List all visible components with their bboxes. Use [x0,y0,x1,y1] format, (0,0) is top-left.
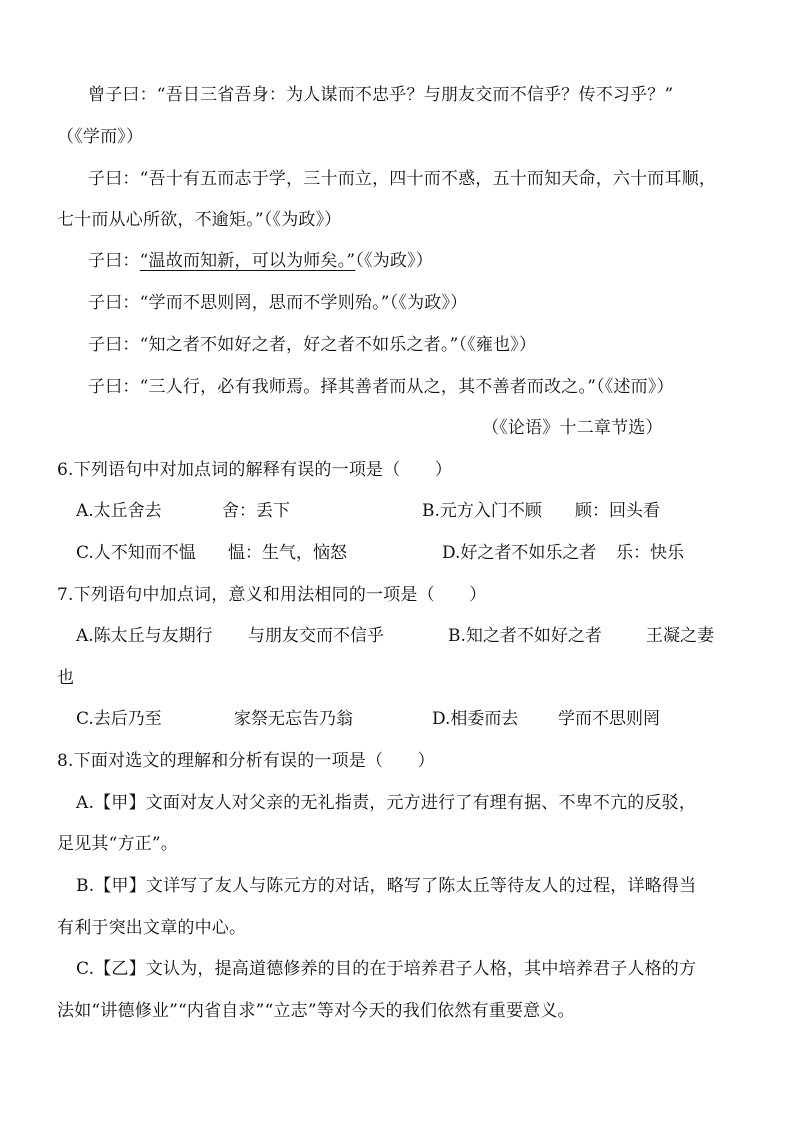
q6-option-b-gloss: 顾：回头看 [575,501,660,521]
q7-stem: 7.下列语句中加点词，意义和用法相同的一项是（ ） [57,585,487,605]
q8-option-c-line-1: C.【乙】文认为，提高道德修养的目的在于培养君子人格，其中培养君子人格的方 [76,959,697,979]
q6-option-c-gloss: 愠：生气，恼怒 [228,543,347,563]
q8-stem: 8.下面对选文的理解和分析有误的一项是（ ） [57,751,435,771]
passage-line-2: （《学而》） [57,127,144,147]
passage-source: （《论语》十二章节选） [482,418,663,438]
q6-option-a: A.太丘舍去 [76,501,162,521]
q7-option-d: D.相委而去 [432,709,519,729]
passage-line-5-source: （《为政》） [355,251,433,271]
q7-option-b: B.知之者不如好之者 [448,626,602,646]
q7-option-a-example: 与朋友交而不信乎 [248,626,384,646]
q7-option-d-example: 学而不思则罔 [558,709,660,729]
passage-line-5 [88,250,433,272]
q8-option-b-line-2: 有利于突出文章的中心。 [57,918,247,938]
passage-line-8: 子曰：“三人行，必有我师焉。择其善者而从之，其不善者而改之。”（《述而》） [88,377,674,397]
passage-line-3: 子曰：“吾十有五而志于学，三十而立，四十而不惑，五十而知天命，六十而耳顺， [88,169,717,189]
q6-stem: 6.下列语句中对加点词的解释有误的一项是（ ） [57,460,453,480]
passage-line-5-prefix: 子曰： [88,251,140,271]
q6-option-d-gloss: 乐：快乐 [616,543,684,563]
q6-option-c: C.人不知而不愠 [76,543,196,563]
q7-option-a: A.陈太丘与友期行 [76,626,213,646]
q6-option-a-gloss: 舍：丢下 [222,501,290,521]
q8-option-a-line-1: A.【甲】文面对友人对父亲的无礼指责，元方进行了有理有据、不卑不亢的反驳， [76,793,697,813]
q8-option-c-line-2: 法如“讲德修业”“内省自求”“立志”等对今天的我们依然有重要意义。 [57,1001,575,1021]
passage-line-1: 曾子曰：“吾日三省吾身：为人谋而不忠乎？与朋友交而不信乎？传不习乎？” [88,85,674,105]
q6-option-d: D.好之者不如乐之者 [442,543,597,563]
passage-line-4: 七十而从心所欲，不逾矩。”（《为政》） [57,210,342,230]
q6-option-b: B.元方入门不顾 [422,501,542,521]
q7-option-b-example: 王凝之妻 [646,626,714,646]
q7-option-c-example: 家祭无忘告乃翁 [234,709,353,729]
passage-line-6: 子曰：“学而不思则罔，思而不学则殆。”（《为政》） [88,293,468,313]
q8-option-a-line-2: 足见其“方正”。 [57,834,178,854]
q8-option-b-line-1: B.【甲】文详写了友人与陈元方的对话，略写了陈太丘等待友人的过程，详略得当 [76,876,697,896]
underlined-quote: “温故而知新，可以为师矣。” [139,251,356,271]
q7-option-b-wrap: 也 [57,668,75,688]
q7-option-c: C.去后乃至 [76,709,162,729]
passage-line-7: 子曰：“知之者不如好之者，好之者不如乐之者。”（《雍也》） [88,335,537,355]
